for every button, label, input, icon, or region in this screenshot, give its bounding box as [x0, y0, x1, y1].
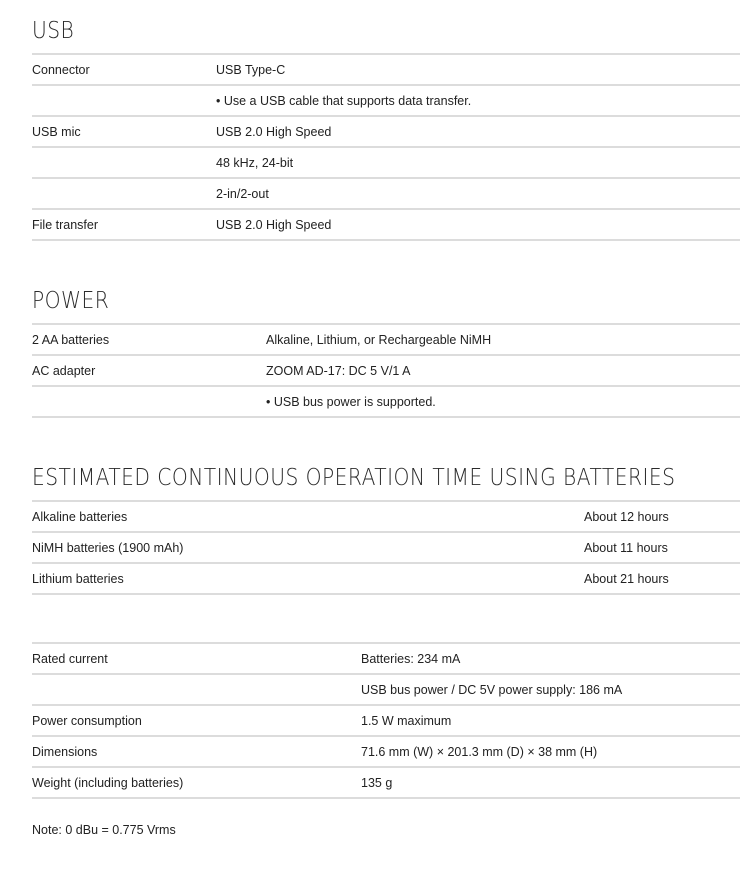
- spec-value: 1.5 W maximum: [361, 705, 740, 736]
- spec-label: [32, 147, 216, 178]
- battery-time-rows: [32, 501, 740, 594]
- general-spec-rows: [32, 643, 740, 798]
- spec-row: [32, 386, 740, 417]
- spec-label: Connector: [32, 54, 216, 85]
- spec-row: [32, 767, 740, 798]
- spec-label: Dimensions: [32, 736, 361, 767]
- spec-label: USB mic: [32, 116, 216, 147]
- spec-row: [32, 674, 740, 705]
- spec-value: About 21 hours: [584, 563, 740, 594]
- spec-value: USB 2.0 High Speed: [216, 209, 740, 240]
- spec-value: USB bus power / DC 5V power supply: 186 mA: [361, 674, 740, 705]
- battery-time-table: [32, 500, 740, 595]
- spec-row: [32, 736, 740, 767]
- spec-label: File transfer: [32, 209, 216, 240]
- spec-value: Alkaline, Lithium, or Rechargeable NiMH: [266, 324, 740, 355]
- spec-label: Weight (including batteries): [32, 767, 361, 798]
- spec-row: [32, 116, 740, 147]
- spec-value: • Use a USB cable that supports data transfer.: [216, 85, 740, 116]
- spec-row: [32, 705, 740, 736]
- spec-label: [32, 674, 361, 705]
- usb-section: [32, 13, 740, 241]
- general-spec-table: [32, 642, 740, 799]
- spec-row: [32, 563, 740, 594]
- spec-label: 2 AA batteries: [32, 324, 266, 355]
- usb-rows: [32, 54, 740, 240]
- footnote: Note: 0 dBu = 0.775 Vrms: [32, 823, 176, 837]
- spec-value: About 12 hours: [584, 501, 740, 532]
- spec-value: Batteries: 234 mA: [361, 643, 740, 674]
- spec-row: [32, 324, 740, 355]
- spec-row: [32, 501, 740, 532]
- spec-label: [32, 386, 266, 417]
- spec-value: 71.6 mm (W) × 201.3 mm (D) × 38 mm (H): [361, 736, 740, 767]
- spec-value: 2-in/2-out: [216, 178, 740, 209]
- section-heading-usb: USB: [32, 18, 75, 44]
- battery-time-section: [32, 460, 740, 595]
- spec-label: [32, 178, 216, 209]
- spec-row: [32, 147, 740, 178]
- spec-label: Alkaline batteries: [32, 501, 584, 532]
- power-spec-table: [32, 323, 740, 418]
- spec-value: ZOOM AD-17: DC 5 V/1 A: [266, 355, 740, 386]
- spec-label: NiMH batteries (1900 mAh): [32, 532, 584, 563]
- spec-label: [32, 85, 216, 116]
- spec-value: 135 g: [361, 767, 740, 798]
- power-rows: [32, 324, 740, 417]
- spec-label: Rated current: [32, 643, 361, 674]
- spec-row: [32, 355, 740, 386]
- usb-spec-table: [32, 53, 740, 241]
- spec-row: [32, 85, 740, 116]
- spec-value: • USB bus power is supported.: [266, 386, 740, 417]
- section-heading-power: POWER: [32, 288, 110, 314]
- spec-row: [32, 643, 740, 674]
- spec-value: USB Type-C: [216, 54, 740, 85]
- spec-value: About 11 hours: [584, 532, 740, 563]
- spec-label: Lithium batteries: [32, 563, 584, 594]
- spec-row: [32, 54, 740, 85]
- section-heading-battery-time: ESTIMATED CONTINUOUS OPERATION TIME USING BATTERIES: [32, 465, 676, 491]
- spec-row: [32, 209, 740, 240]
- spec-label: AC adapter: [32, 355, 266, 386]
- power-section: [32, 283, 740, 418]
- general-spec-section: [32, 642, 740, 799]
- spec-row: [32, 532, 740, 563]
- spec-value: USB 2.0 High Speed: [216, 116, 740, 147]
- spec-row: [32, 178, 740, 209]
- spec-value: 48 kHz, 24-bit: [216, 147, 740, 178]
- spec-label: Power consumption: [32, 705, 361, 736]
